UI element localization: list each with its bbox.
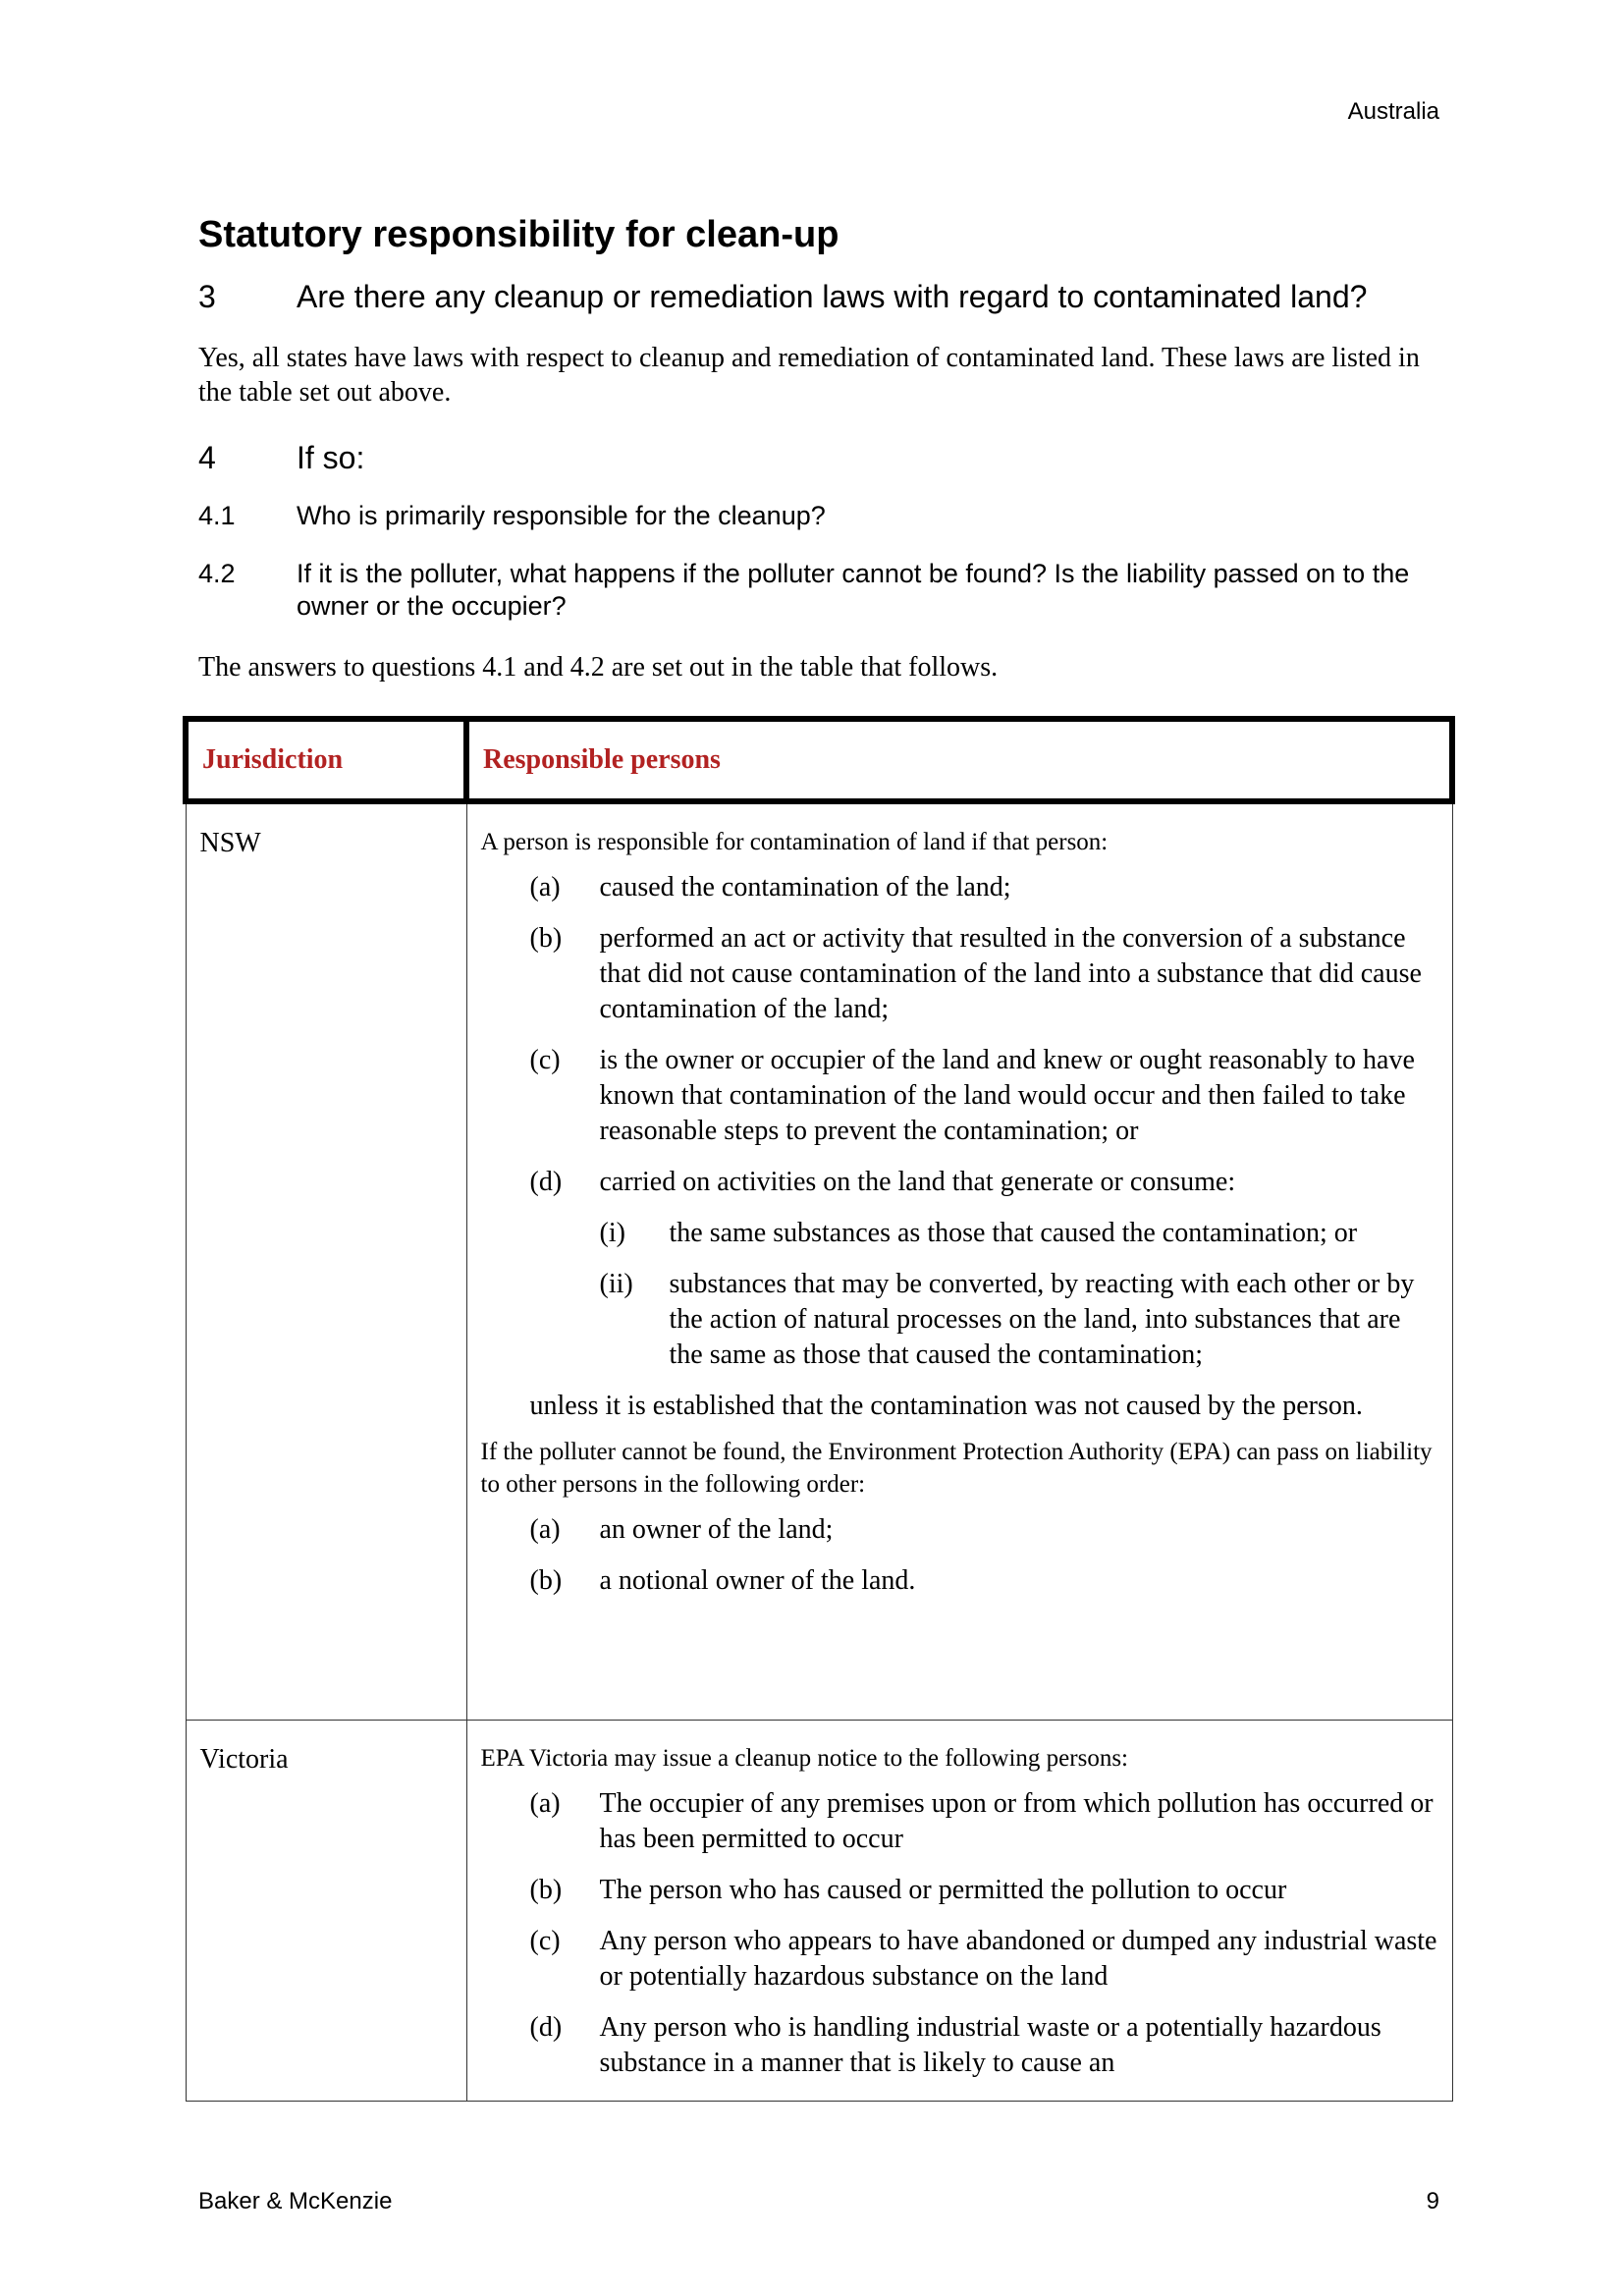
- list-item: [530, 921, 1438, 1027]
- footer-firm: Baker & McKenzie: [198, 2188, 393, 2214]
- item-label: (i): [599, 1218, 625, 1248]
- item-label: (d): [529, 1167, 563, 1197]
- list-item: [530, 1924, 1438, 1995]
- question-text: If so:: [297, 440, 365, 475]
- item-text: is the owner or occupier of the land and knew or ought reasonably to have known that contamination of the land would occur and then failed to take reasonable steps to prevent the contamination; or: [599, 1045, 1415, 1146]
- item-text: Any person who appears to have abandoned or dumped any industrial waste or potentially hazardous substance on the land: [599, 1925, 1437, 1992]
- question-number: 3: [198, 279, 216, 314]
- item-text: The person who has caused or permitted the pollution to occur: [599, 1874, 1287, 1905]
- item-label: (ii): [599, 1269, 633, 1299]
- item-label: (a): [529, 1514, 561, 1545]
- item-label: (b): [529, 923, 563, 954]
- table-intro: The answers to questions 4.1 and 4.2 are set out in the table that follows.: [198, 652, 999, 683]
- question-3: [198, 279, 1367, 315]
- item-label: (d): [529, 2011, 563, 2043]
- responsible-cell: [466, 801, 1452, 1720]
- question-number: 4: [198, 440, 216, 475]
- header-responsible-persons: Responsible persons: [466, 719, 1452, 801]
- item-label: (b): [529, 1874, 563, 1905]
- tail-text: unless it is established that the contamination was not caused by the person.: [529, 1391, 1363, 1421]
- question-4-2: [198, 558, 1416, 623]
- lead-text: EPA Victoria may issue a cleanup notice to the following persons:: [480, 1744, 1128, 1772]
- list-item: [530, 1512, 1438, 1548]
- list-item: [530, 1873, 1438, 1908]
- item-text: a notional owner of the land.: [599, 1565, 916, 1596]
- lead-text-2: If the polluter cannot be found, the Environment Protection Authority (EPA) can pass on liability to other persons in the following order:: [480, 1439, 1433, 1498]
- question-4-1: [198, 500, 826, 532]
- responsible-cell: [466, 1720, 1452, 2101]
- item-text: carried on activities on the land that generate or consume:: [599, 1167, 1236, 1197]
- item-text: The occupier of any premises upon or from which pollution has occurred or has been permitted to occur: [599, 1787, 1434, 1854]
- running-header: Australia: [1347, 98, 1439, 125]
- jurisdiction-cell: Victoria: [186, 1720, 466, 2101]
- question-text: Who is primarily responsible for the cleanup?: [297, 501, 826, 530]
- page-number: 9: [1426, 2188, 1439, 2214]
- question-number: 4.1: [198, 501, 236, 530]
- list-item: [530, 1043, 1438, 1149]
- list-item: [530, 1786, 1438, 1857]
- item-text: Any person who is handling industrial waste or a potentially hazardous substance in a manner that is likely to cause an: [599, 2011, 1381, 2078]
- list-item: [530, 1165, 1438, 1200]
- sub-list-item: [600, 1216, 1438, 1251]
- table-row: [186, 1720, 1452, 2101]
- jurisdiction-cell: NSW: [186, 801, 466, 1720]
- section-title: Statutory responsibility for clean-up: [198, 214, 839, 255]
- header-jurisdiction: Jurisdiction: [186, 719, 466, 801]
- item-label: (c): [529, 1925, 561, 1956]
- item-text: an owner of the land;: [599, 1514, 834, 1545]
- list-item: [530, 1563, 1438, 1599]
- item-label: (a): [529, 872, 561, 902]
- question-text: Are there any cleanup or remediation laws with regard to contaminated land?: [297, 279, 1368, 314]
- answer-3: Yes, all states have laws with respect to cleanup and remediation of contaminated land. These laws are listed in the table set out above.: [198, 343, 1420, 408]
- sub-list-item: [600, 1267, 1438, 1373]
- lead-text: A person is responsible for contamination of land if that person:: [480, 829, 1109, 855]
- question-text: If it is the polluter, what happens if the polluter cannot be found? Is the liability passed on to the owner or the occupier?: [297, 559, 1410, 621]
- item-label: (c): [529, 1045, 561, 1075]
- item-text: substances that may be converted, by reacting with each other or by the action of natural processes on the land, into substances that are the same as those that caused the contamination;: [669, 1269, 1415, 1370]
- table-header-row: [186, 719, 1452, 801]
- question-4: [198, 440, 364, 476]
- item-text: performed an act or activity that resulted in the conversion of a substance that did not cause contamination of the land into a substance that did cause contamination of the land;: [599, 923, 1422, 1024]
- item-label: (b): [529, 1565, 563, 1596]
- item-text: the same substances as those that caused the contamination; or: [669, 1218, 1358, 1248]
- item-text: caused the contamination of the land;: [599, 872, 1011, 902]
- responsibility-table: [183, 716, 1455, 2102]
- list-item: [530, 870, 1438, 905]
- question-number: 4.2: [198, 559, 236, 588]
- list-item: [530, 2010, 1438, 2081]
- table-row: [186, 801, 1452, 1720]
- item-label: (a): [529, 1787, 561, 1819]
